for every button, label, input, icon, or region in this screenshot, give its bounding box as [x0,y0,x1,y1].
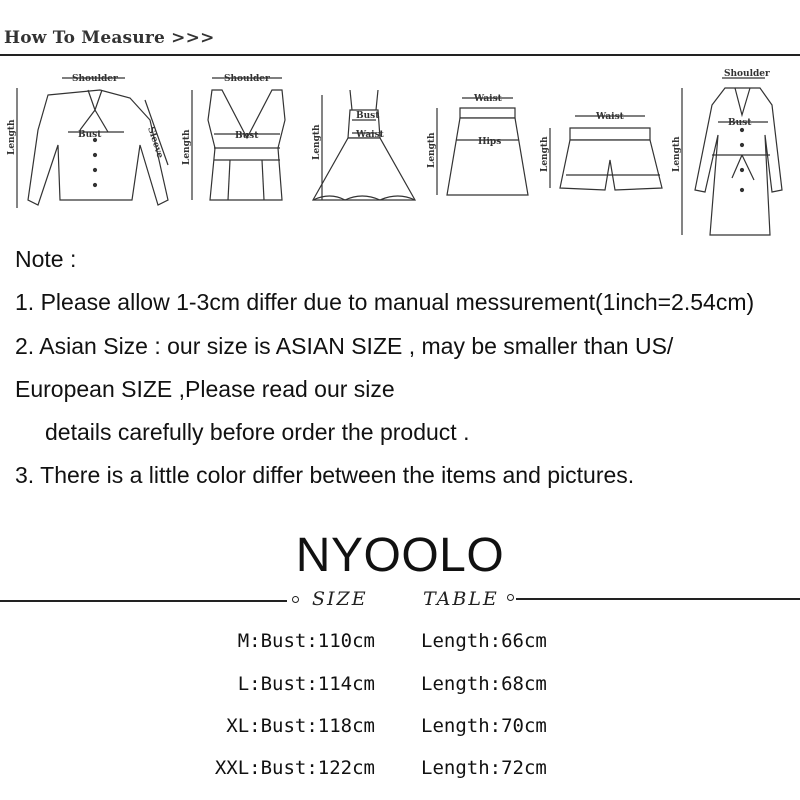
skirt-icon [427,94,528,195]
figure-label: Length [672,136,682,172]
how-to-measure-heading: How To Measure >>> [4,28,215,48]
notes-block [15,238,754,498]
size-row-length: Length:68cm [421,673,547,695]
size-table-rule-left [0,600,287,602]
figure-label: Bust [356,111,380,121]
shorts-icon [540,112,662,190]
note-line-3: European SIZE ,Please read our size [15,375,395,402]
figure-label: Length [7,119,17,155]
figure-label: Bust [235,131,259,141]
brand-name: NYOOLO [295,529,505,582]
size-table-title-right: TABLE [423,588,499,610]
note-line-1: 1. Please allow 1-3cm differ due to manual messurement(1inch=2.54cm) [15,289,755,316]
dress-icon [312,90,415,200]
figure-label: Bust [78,130,102,140]
figure-label: Length [182,129,192,165]
size-table-rule-right [516,598,800,600]
figure-label: Shoulder [224,74,270,84]
figure-label: Hips [478,137,502,147]
figure-label: Shoulder [724,69,770,79]
figure-label: Waist [596,112,624,122]
notes-title: Note : [15,246,77,272]
size-row-bust: XXL:Bust:122cm [214,757,375,779]
size-row-length: Length:72cm [421,757,547,779]
figure-label: Bust [728,118,752,128]
size-table-dot-right [507,594,514,601]
blouse-icon [7,74,168,208]
size-row-length: Length:66cm [421,630,547,652]
size-row-bust: XL:Bust:118cm [226,715,375,737]
size-row-bust: M:Bust:110cm [237,630,375,652]
size-row-bust: L:Bust:114cm [237,673,375,695]
size-table-dot-left [292,596,299,603]
tank-top-icon [182,74,285,200]
figure-label: Sleeve [145,125,165,160]
figure-label: Length [540,136,550,172]
size-row-length: Length:70cm [421,715,547,737]
figure-label: Length [312,124,322,160]
header-divider [0,54,800,56]
note-line-4: details carefully before order the product . [45,419,470,446]
measurement-diagrams [0,60,800,240]
size-table-title-left: SIZE [312,588,368,610]
coat-icon [672,69,782,235]
figure-label: Length [427,132,437,168]
figure-label: Shoulder [72,74,118,84]
figure-label: Waist [474,94,502,104]
figure-label: Waist [356,130,384,140]
note-line-5: 3. There is a little color differ between the items and pictures. [15,462,635,489]
note-line-2: 2. Asian Size : our size is ASIAN SIZE , may be smaller than US/ [15,332,674,359]
